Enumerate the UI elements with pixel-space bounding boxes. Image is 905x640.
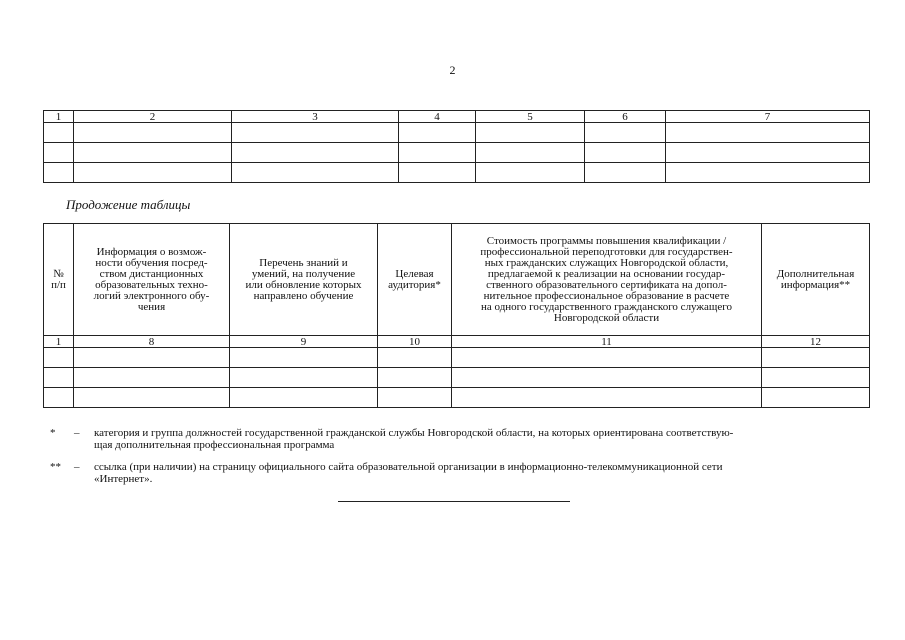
table-row <box>44 368 870 388</box>
page-number: 2 <box>449 63 456 77</box>
column-number: 1 <box>44 111 74 123</box>
column-number: 5 <box>476 111 585 123</box>
table-cell <box>74 348 230 368</box>
header-target-audience: Целевая аудитория* <box>378 224 452 336</box>
table-bottom-header-row <box>44 224 870 336</box>
table-cell <box>74 143 232 163</box>
table-row <box>44 123 870 143</box>
table-cell <box>399 123 476 143</box>
column-number: 3 <box>232 111 399 123</box>
table-cell <box>762 348 870 368</box>
footnote-dash: – <box>74 461 80 473</box>
column-number: 1 <box>44 336 74 348</box>
table-cell <box>452 368 762 388</box>
table-cell <box>666 143 870 163</box>
table-cell <box>476 123 585 143</box>
column-number: 7 <box>666 111 870 123</box>
header-program-cost: Стоимость программы повышения квалификации / профессиональной переподготовки для государствен- ных гражданских служащих Новгородской области, предлагаемой к реализации на основании государ- ственного образовательного сертификата на допол- нительное профессиональное образование в расчете на одного государственного гражданского служащего Новгородской области <box>452 224 762 336</box>
table-cell <box>585 163 666 183</box>
table-cell <box>44 163 74 183</box>
table-cell <box>666 163 870 183</box>
table-top-number-row <box>44 111 870 123</box>
table-row <box>44 163 870 183</box>
column-number: 4 <box>399 111 476 123</box>
header-additional-info: Дополнительная информация** <box>762 224 870 336</box>
column-number: 12 <box>762 336 870 348</box>
column-number: 8 <box>74 336 230 348</box>
table-cell <box>399 143 476 163</box>
table-cell <box>378 348 452 368</box>
table-row <box>44 348 870 368</box>
table-cell <box>666 123 870 143</box>
header-number: № п/п <box>44 224 74 336</box>
footnote-dash: – <box>74 427 80 439</box>
end-rule <box>338 501 570 502</box>
table-cell <box>476 143 585 163</box>
column-number: 11 <box>452 336 762 348</box>
table-cell <box>230 348 378 368</box>
table-cell <box>762 368 870 388</box>
table-cell <box>74 368 230 388</box>
header-distance-learning: Информация о возмож- ности обучения посред- ством дистанционных образовательных техно- логий электронного обу- чения <box>74 224 230 336</box>
table-cell <box>44 368 74 388</box>
table-cell <box>44 143 74 163</box>
table-cell <box>378 368 452 388</box>
table-row <box>44 388 870 408</box>
table-cell <box>44 348 74 368</box>
table-cell <box>232 123 399 143</box>
table-cell <box>452 388 762 408</box>
table-cell <box>476 163 585 183</box>
table-cell <box>232 163 399 183</box>
footnote-text: категория и группа должностей государственной гражданской службы Новгородской области, на которых ориентирована соответствую- щая дополнительная профессиональная программа <box>94 427 734 451</box>
column-number: 9 <box>230 336 378 348</box>
table-bottom-number-row <box>44 336 870 348</box>
table-cell <box>74 163 232 183</box>
table-cell <box>74 388 230 408</box>
table-cell <box>44 388 74 408</box>
footnote-audience <box>50 427 860 451</box>
table-cell <box>762 388 870 408</box>
table-bottom <box>43 223 870 408</box>
table-cell <box>232 143 399 163</box>
footnotes <box>50 427 860 495</box>
column-number: 10 <box>378 336 452 348</box>
footnote-additional-info <box>50 461 860 485</box>
table-cell <box>230 368 378 388</box>
continuation-label: Продожение таблицы <box>66 197 191 212</box>
footnote-text: ссылка (при наличии) на страницу официального сайта образовательной организации в информационно-телекоммуникационной сети «Интернет». <box>94 461 723 485</box>
footnote-mark: ** <box>50 461 61 473</box>
table-cell <box>44 123 74 143</box>
table-cell <box>230 388 378 408</box>
table-cell <box>585 143 666 163</box>
table-cell <box>399 163 476 183</box>
table-row <box>44 143 870 163</box>
table-top <box>43 110 870 183</box>
table-cell <box>452 348 762 368</box>
header-skills-list: Перечень знаний и умений, на получение или обновление которых направлено обучение <box>230 224 378 336</box>
table-cell <box>74 123 232 143</box>
table-cell <box>378 388 452 408</box>
column-number: 2 <box>74 111 232 123</box>
column-number: 6 <box>585 111 666 123</box>
footnote-mark: * <box>50 427 56 439</box>
table-cell <box>585 123 666 143</box>
